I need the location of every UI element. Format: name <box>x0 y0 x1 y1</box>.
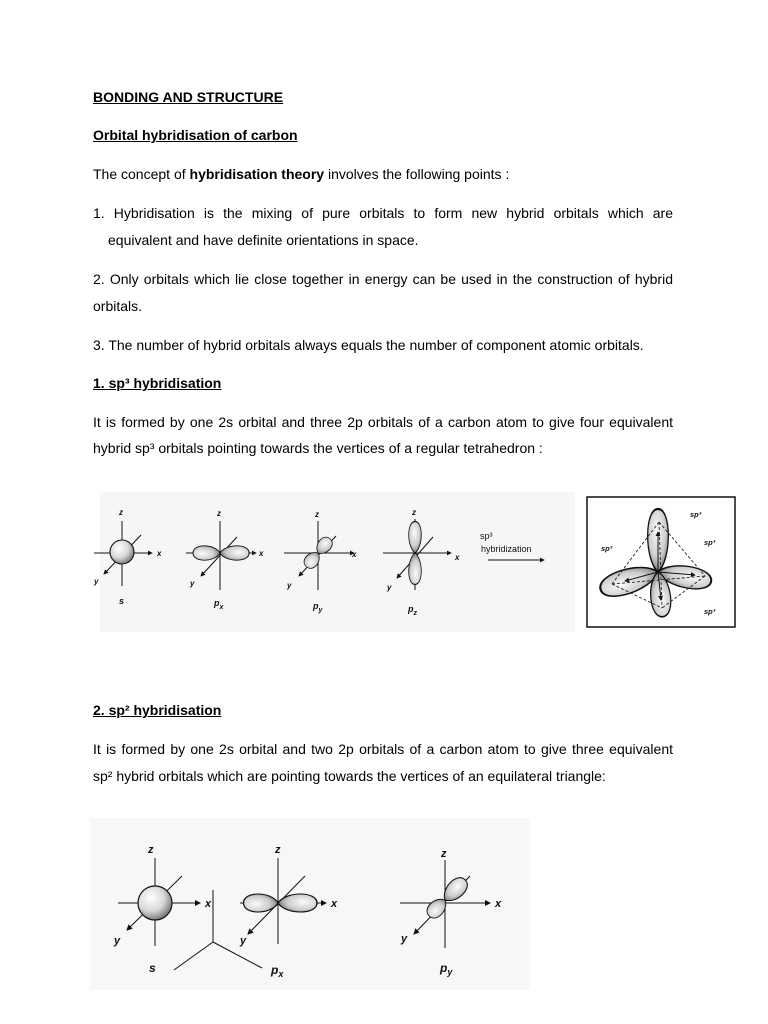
sp2-paragraph-line-2: sp² hybrid orbitals which are pointing towards the vertices of an equilateral triangle: <box>93 768 606 784</box>
z-axis-label: z <box>275 844 281 856</box>
arrow-label-hybridization: hybridization <box>481 544 532 554</box>
z-axis-label: z <box>315 510 319 519</box>
orbital-label-px: $p_x$ <box>214 598 224 611</box>
x-axis-label: x <box>331 898 338 910</box>
sp3-hybrid-orbitals-box <box>587 497 735 627</box>
y-axis-label: y <box>401 933 408 945</box>
s-orbital-sphere <box>138 886 172 920</box>
sp3-label-top: sp³ <box>690 510 702 519</box>
sp2-hybridization-figure <box>88 815 538 995</box>
y-axis-label: y <box>190 579 195 588</box>
sp3-label-left: sp³ <box>601 544 613 553</box>
z-axis-label: z <box>217 509 221 518</box>
x-axis-label: x <box>259 549 264 558</box>
orbital-label-pz: $p_z$ <box>408 604 417 617</box>
point-2-line-2: orbitals. <box>93 298 143 314</box>
intro-paragraph <box>93 165 509 183</box>
z-axis-label: z <box>441 848 447 860</box>
orbital-label-px: $p_x$ <box>271 963 284 979</box>
y-axis-label: y <box>94 577 99 586</box>
sp2-heading: 2. sp² hybridisation <box>93 702 222 718</box>
orbital-label-s: s <box>149 961 156 975</box>
x-axis-label: x <box>495 898 502 910</box>
sp3-paragraph-line-2: hybrid sp³ orbitals pointing towards the vertices of a regular tetrahedron : <box>93 440 543 456</box>
sp3-hybridization-figure <box>90 486 740 636</box>
y-axis-label: y <box>114 935 121 947</box>
arrow-label-sp3: sp³ <box>480 531 493 541</box>
sp3-heading: 1. sp³ hybridisation <box>93 375 222 391</box>
x-axis-label: x <box>205 898 212 910</box>
page-title: BONDING AND STRUCTURE <box>93 89 284 105</box>
orbital-label-py: $p_y$ <box>440 961 453 977</box>
point-1-line-1: 1. Hybridisation is the mixing of pure orbitals to form new hybrid orbitals which are <box>93 205 673 221</box>
intro-text-after: involves the following points : <box>324 166 510 182</box>
z-axis-label: z <box>119 508 123 517</box>
point-1-line-2: equivalent and have definite orientations in space. <box>108 232 419 248</box>
point-3-line-1: 3. The number of hybrid orbitals always equals the number of component atomic orbitals. <box>93 337 644 353</box>
figure-background <box>100 492 575 632</box>
y-axis-label: y <box>240 935 247 947</box>
sp3-label-right: sp³ <box>704 538 716 547</box>
x-axis-label: x <box>352 550 357 559</box>
z-axis-label: z <box>412 508 416 517</box>
y-axis-label: y <box>387 583 392 592</box>
z-axis-label: z <box>148 844 154 856</box>
x-axis-label: x <box>157 549 162 558</box>
orbital-label-s: s <box>119 596 125 606</box>
intro-text-before: The concept of <box>93 166 190 182</box>
sp2-paragraph-line-1: It is formed by one 2s orbital and two 2p orbitals of a carbon atom to give three equivalent <box>93 741 673 757</box>
s-orbital-sphere <box>110 540 134 564</box>
y-axis-label: y <box>287 581 292 590</box>
orbital-label-py: $p_y$ <box>313 601 323 614</box>
x-axis-label: x <box>455 553 460 562</box>
section-subtitle: Orbital hybridisation of carbon <box>93 127 298 143</box>
intro-bold-term: hybridisation theory <box>189 166 325 182</box>
point-2-line-1: 2. Only orbitals which lie close together in energy can be used in the construction of hybrid <box>93 271 673 287</box>
sp3-label-bottom: sp³ <box>704 607 716 616</box>
sp3-paragraph-line-1: It is formed by one 2s orbital and three 2p orbitals of a carbon atom to give four equivalent <box>93 414 673 430</box>
